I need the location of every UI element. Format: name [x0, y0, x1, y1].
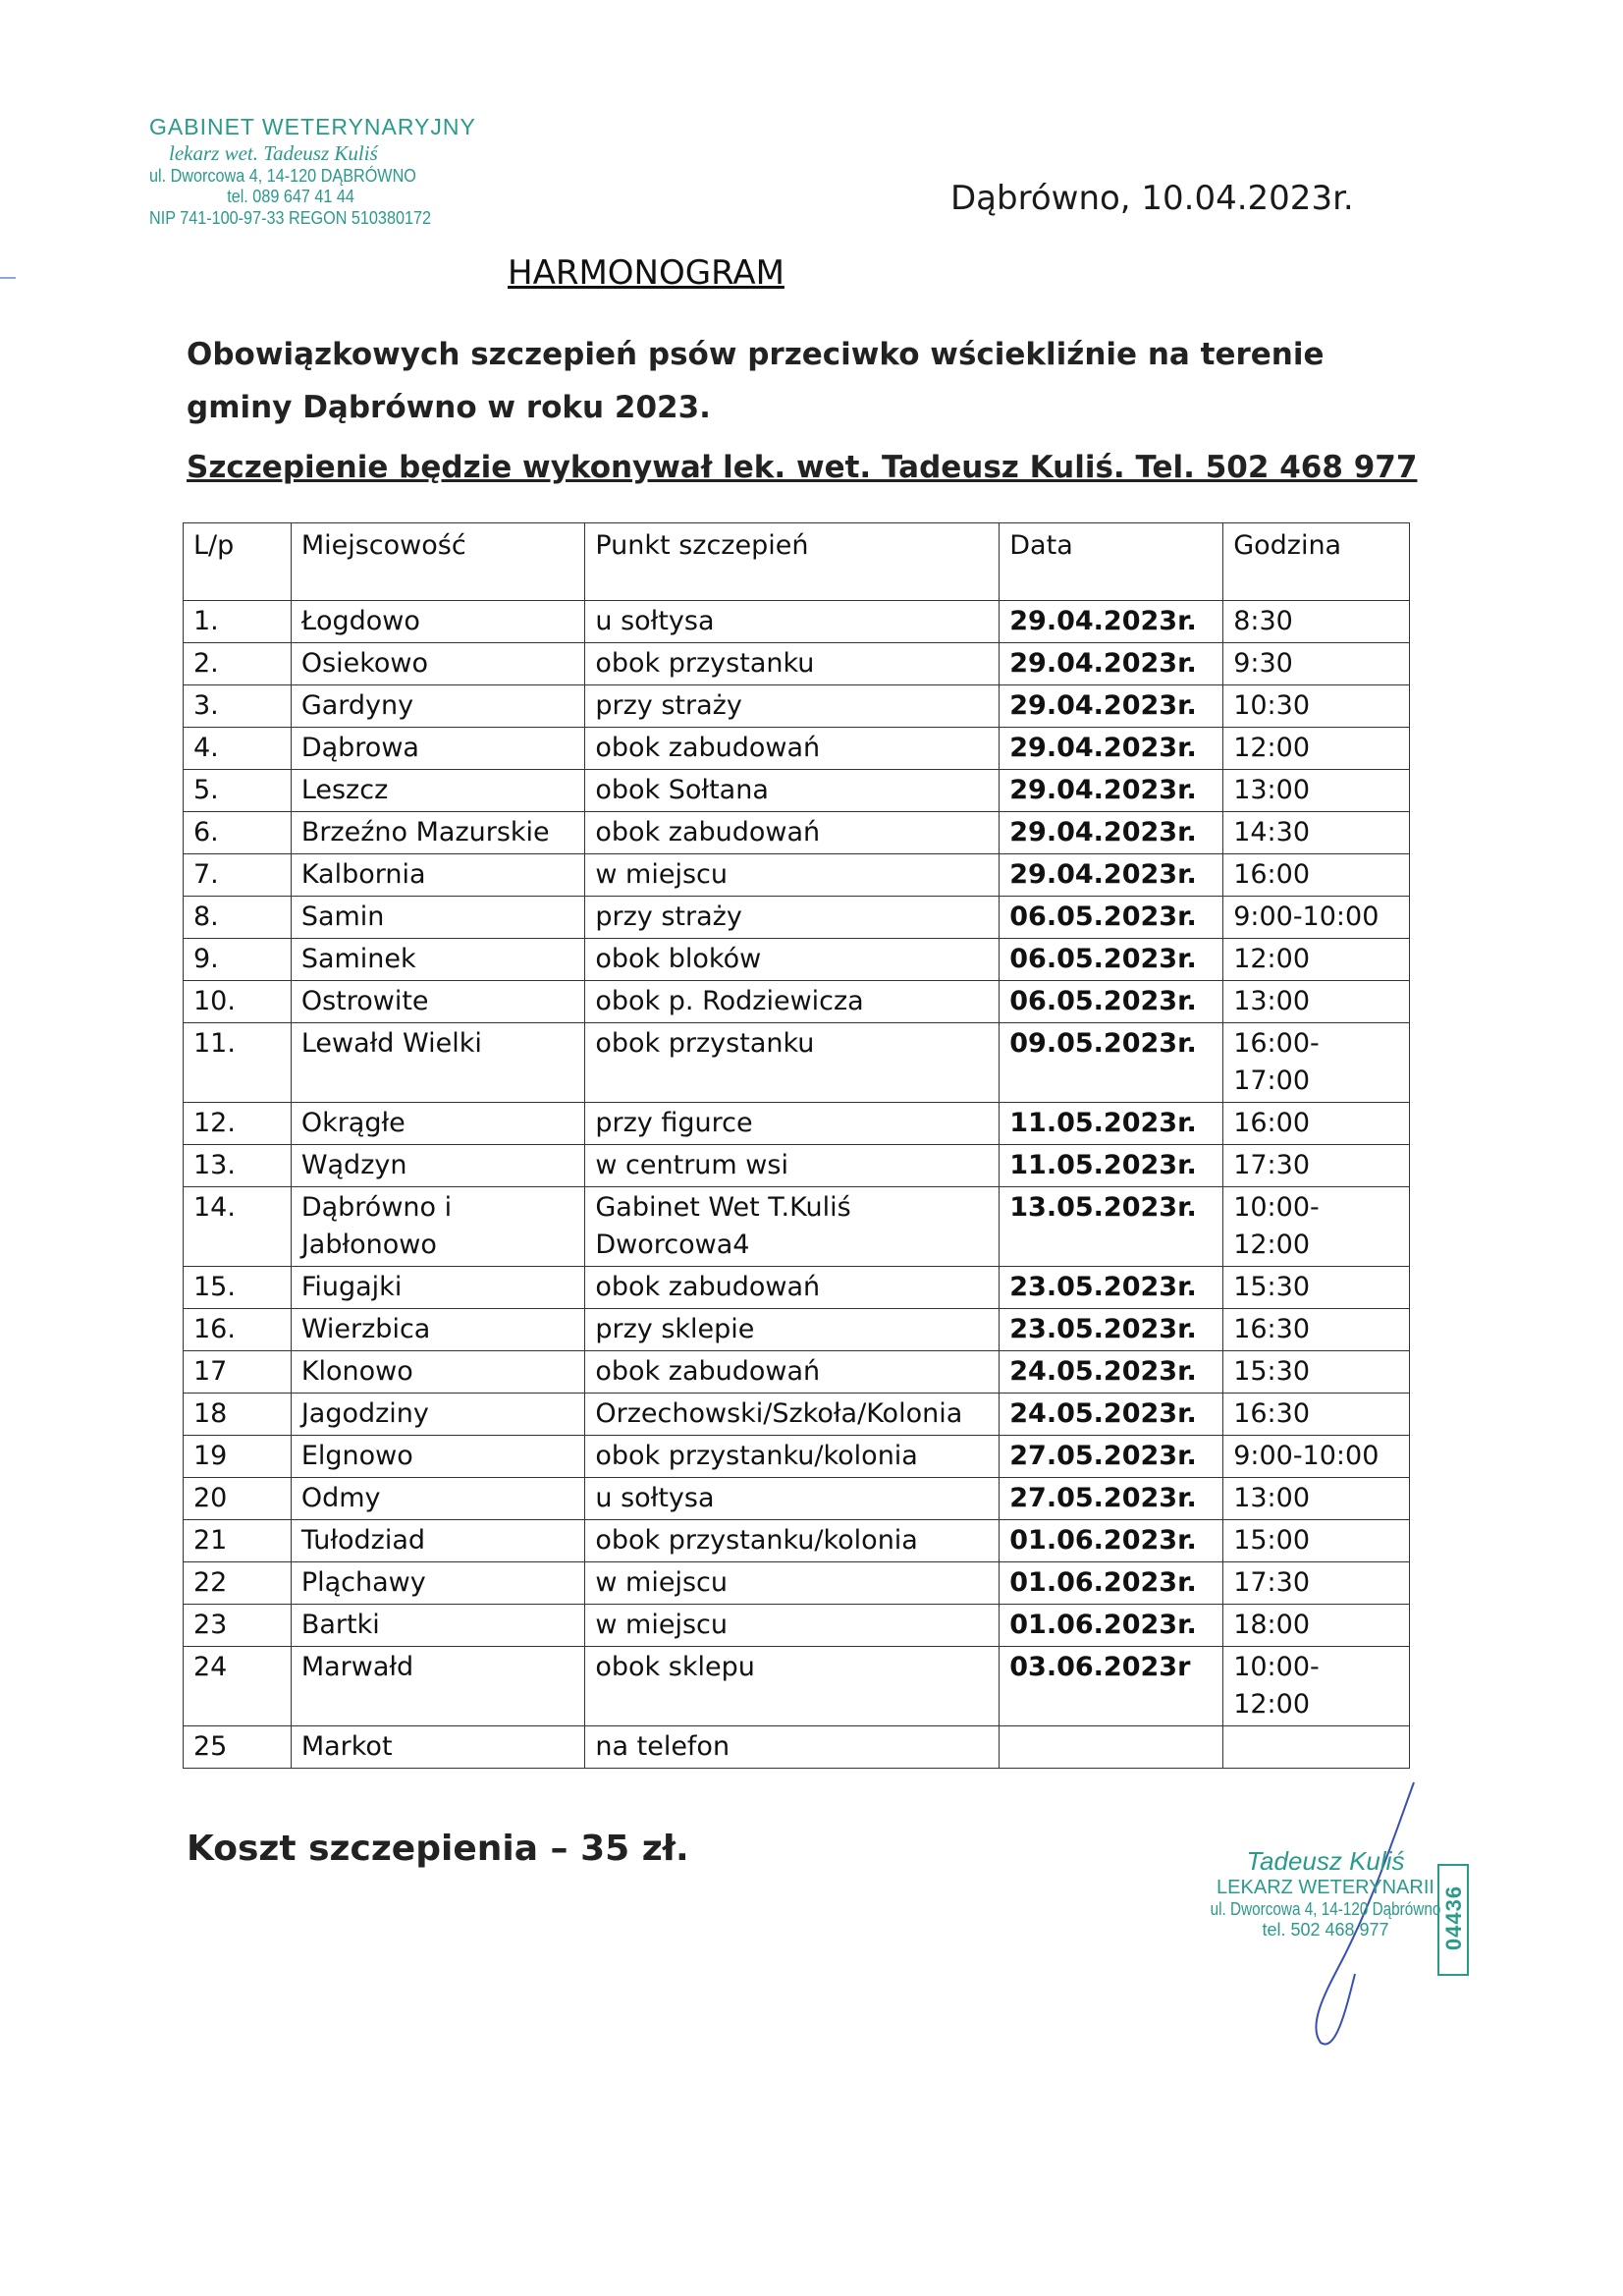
cell-date: 23.05.2023r.	[1000, 1309, 1223, 1351]
cell-point: u sołtysa	[585, 1478, 1000, 1520]
cell-time: 12:00	[1223, 939, 1410, 981]
cell-lp: 1.	[184, 601, 292, 643]
cell-point: obok zabudowań	[585, 1351, 1000, 1394]
cell-point: w miejscu	[585, 854, 1000, 897]
cell-time	[1223, 1726, 1410, 1769]
document-title: HARMONOGRAM	[508, 253, 784, 293]
vaccination-schedule-table	[183, 522, 1410, 1769]
cell-date: 23.05.2023r.	[1000, 1267, 1223, 1309]
cell-point: w miejscu	[585, 1562, 1000, 1605]
cell-date: 06.05.2023r.	[1000, 939, 1223, 981]
cell-time: 17:30	[1223, 1562, 1410, 1605]
cell-time: 9:00-10:00	[1223, 1436, 1410, 1478]
cell-lp: 5.	[184, 770, 292, 812]
cell-lp: 10.	[184, 981, 292, 1023]
cell-locality: Gardyny	[291, 685, 585, 728]
cell-date: 29.04.2023r.	[1000, 728, 1223, 770]
cell-point: Orzechowski/Szkoła/Kolonia	[585, 1394, 1000, 1436]
cell-locality: Leszcz	[291, 770, 585, 812]
cell-date: 01.06.2023r.	[1000, 1562, 1223, 1605]
cell-time: 17:30	[1223, 1145, 1410, 1187]
cell-locality: Jagodziny	[291, 1394, 585, 1436]
cell-date: 29.04.2023r.	[1000, 854, 1223, 897]
cell-point: przy sklepie	[585, 1309, 1000, 1351]
cell-point: obok przystanku	[585, 643, 1000, 685]
cell-lp: 8.	[184, 897, 292, 939]
cell-locality: Osiekowo	[291, 643, 585, 685]
cell-time: 10:00- 12:00	[1223, 1647, 1410, 1726]
cell-lp: 2.	[184, 643, 292, 685]
clinic-header-stamp	[149, 114, 503, 230]
signature-stamp-name: Tadeusz Kuliś	[1246, 1846, 1405, 1876]
cell-point: obok przystanku/kolonia	[585, 1520, 1000, 1562]
cell-locality: Tułodziad	[291, 1520, 585, 1562]
cell-locality: Odmy	[291, 1478, 585, 1520]
cell-locality: Ostrowite	[291, 981, 585, 1023]
signature-stamp	[1178, 1846, 1473, 1941]
cell-lp: 24	[184, 1647, 292, 1726]
cell-date: 29.04.2023r.	[1000, 770, 1223, 812]
cell-date: 03.06.2023r	[1000, 1647, 1223, 1726]
table-row	[184, 1562, 1410, 1605]
cell-time: 14:30	[1223, 812, 1410, 854]
license-number: 04436	[1441, 1885, 1466, 1951]
cell-time: 16:00- 17:00	[1223, 1023, 1410, 1103]
cell-locality: Pląchawy	[291, 1562, 585, 1605]
cell-locality: Samin	[291, 897, 585, 939]
header-point: Punkt szczepień	[585, 523, 1000, 601]
stamp-phone: tel. 089 647 41 44	[227, 187, 354, 207]
cell-point: obok Sołtana	[585, 770, 1000, 812]
signature-stamp-phone: tel. 502 468 977	[1262, 1920, 1389, 1940]
stamp-clinic-name: GABINET WETERYNARYJNY	[149, 114, 476, 139]
cell-lp: 22	[184, 1562, 292, 1605]
cell-lp: 19	[184, 1436, 292, 1478]
cell-lp: 25	[184, 1726, 292, 1769]
cell-time: 9:00-10:00	[1223, 897, 1410, 939]
cell-point: obok przystanku	[585, 1023, 1000, 1103]
cell-date: 01.06.2023r.	[1000, 1520, 1223, 1562]
scan-edge-mark	[0, 277, 16, 279]
cell-point: przy straży	[585, 897, 1000, 939]
performer-line: Szczepienie będzie wykonywał lek. wet. Tadeusz Kuliś. Tel. 502 468 977	[187, 450, 1418, 485]
cell-locality: Klonowo	[291, 1351, 585, 1394]
table-row	[184, 1351, 1410, 1394]
cell-locality: Bartki	[291, 1605, 585, 1647]
cell-locality: Okrągłe	[291, 1103, 585, 1145]
cell-lp: 18	[184, 1394, 292, 1436]
table-row	[184, 1436, 1410, 1478]
table-row	[184, 897, 1410, 939]
cell-locality: Kalbornia	[291, 854, 585, 897]
cell-time: 15:00	[1223, 1520, 1410, 1562]
cell-lp: 4.	[184, 728, 292, 770]
cell-point: przy figurce	[585, 1103, 1000, 1145]
cell-time: 16:30	[1223, 1309, 1410, 1351]
table-row	[184, 1605, 1410, 1647]
cell-time: 16:00	[1223, 1103, 1410, 1145]
cell-date: 29.04.2023r.	[1000, 643, 1223, 685]
signature-stamp-title: LEKARZ WETERYNARII	[1217, 1877, 1434, 1898]
cell-date: 29.04.2023r.	[1000, 601, 1223, 643]
cell-lp: 12.	[184, 1103, 292, 1145]
cell-date: 29.04.2023r.	[1000, 685, 1223, 728]
table-row	[184, 1023, 1410, 1103]
cell-time: 10:00- 12:00	[1223, 1187, 1410, 1267]
signature-stamp-address: ul. Dworcowa 4, 14-120 Dąbrówno	[1210, 1899, 1441, 1919]
cell-lp: 13.	[184, 1145, 292, 1187]
table-row	[184, 1478, 1410, 1520]
table-row	[184, 643, 1410, 685]
cell-lp: 15.	[184, 1267, 292, 1309]
cell-lp: 20	[184, 1478, 292, 1520]
cell-point: w centrum wsi	[585, 1145, 1000, 1187]
cell-time: 18:00	[1223, 1605, 1410, 1647]
cell-point: obok bloków	[585, 939, 1000, 981]
table-row	[184, 1145, 1410, 1187]
cell-locality: Markot	[291, 1726, 585, 1769]
cell-point: obok zabudowań	[585, 1267, 1000, 1309]
table-body	[184, 601, 1410, 1769]
table-row	[184, 770, 1410, 812]
table-row	[184, 1187, 1410, 1267]
cell-time: 16:30	[1223, 1394, 1410, 1436]
cell-date	[1000, 1726, 1223, 1769]
table-row	[184, 1647, 1410, 1726]
cell-lp: 3.	[184, 685, 292, 728]
table-row	[184, 1520, 1410, 1562]
cell-time: 15:30	[1223, 1351, 1410, 1394]
stamp-address: ul. Dworcowa 4, 14-120 DĄBRÓWNO	[149, 165, 416, 186]
cell-time: 13:00	[1223, 981, 1410, 1023]
cell-point: obok zabudowań	[585, 728, 1000, 770]
cell-date: 24.05.2023r.	[1000, 1394, 1223, 1436]
cell-time: 13:00	[1223, 1478, 1410, 1520]
cell-lp: 16.	[184, 1309, 292, 1351]
cell-lp: 23	[184, 1605, 292, 1647]
cell-point: na telefon	[585, 1726, 1000, 1769]
cell-locality: Fiugajki	[291, 1267, 585, 1309]
vaccination-cost: Koszt szczepienia – 35 zł.	[187, 1829, 689, 1869]
table-row	[184, 601, 1410, 643]
table-row	[184, 812, 1410, 854]
cell-time: 10:30	[1223, 685, 1410, 728]
cell-point: obok sklepu	[585, 1647, 1000, 1726]
cell-lp: 7.	[184, 854, 292, 897]
cell-date: 06.05.2023r.	[1000, 981, 1223, 1023]
table-row	[184, 1726, 1410, 1769]
header-date: Data	[1000, 523, 1223, 601]
cell-time: 8:30	[1223, 601, 1410, 643]
cell-lp: 17	[184, 1351, 292, 1394]
place-and-date: Dąbrówno, 10.04.2023r.	[950, 179, 1354, 218]
cell-lp: 6.	[184, 812, 292, 854]
intro-paragraph: Obowiązkowych szczepień psów przeciwko wściekliźnie na terenie gminy Dąbrówno w roku 2023.	[187, 337, 1325, 425]
cell-point: obok p. Rodziewicza	[585, 981, 1000, 1023]
cell-date: 11.05.2023r.	[1000, 1103, 1223, 1145]
cell-point: obok przystanku/kolonia	[585, 1436, 1000, 1478]
cell-locality: Marwałd	[291, 1647, 585, 1726]
cell-time: 16:00	[1223, 854, 1410, 897]
license-number-box	[1437, 1864, 1469, 1976]
table-row	[184, 1309, 1410, 1351]
table-row	[184, 1103, 1410, 1145]
cell-time: 9:30	[1223, 643, 1410, 685]
cell-point: obok zabudowań	[585, 812, 1000, 854]
cell-time: 13:00	[1223, 770, 1410, 812]
table-row	[184, 685, 1410, 728]
cell-point: u sołtysa	[585, 601, 1000, 643]
cell-time: 12:00	[1223, 728, 1410, 770]
cell-locality: Dąbrówno i Jabłonowo	[291, 1187, 585, 1267]
table-row	[184, 1394, 1410, 1436]
cell-point: Gabinet Wet T.Kuliś Dworcowa4	[585, 1187, 1000, 1267]
cell-date: 13.05.2023r.	[1000, 1187, 1223, 1267]
cell-date: 01.06.2023r.	[1000, 1605, 1223, 1647]
cell-date: 09.05.2023r.	[1000, 1023, 1223, 1103]
cell-locality: Lewałd Wielki	[291, 1023, 585, 1103]
header-time: Godzina	[1223, 523, 1410, 601]
stamp-tax-ids: NIP 741-100-97-33 REGON 510380172	[149, 207, 432, 228]
cell-locality: Elgnowo	[291, 1436, 585, 1478]
cell-date: 29.04.2023r.	[1000, 812, 1223, 854]
cell-lp: 21	[184, 1520, 292, 1562]
header-locality: Miejscowość	[291, 523, 585, 601]
cell-locality: Brzeźno Mazurskie	[291, 812, 585, 854]
cell-date: 11.05.2023r.	[1000, 1145, 1223, 1187]
cell-point: przy straży	[585, 685, 1000, 728]
cell-date: 24.05.2023r.	[1000, 1351, 1223, 1394]
cell-locality: Wądzyn	[291, 1145, 585, 1187]
table-row	[184, 728, 1410, 770]
cell-lp: 11.	[184, 1023, 292, 1103]
table-row	[184, 981, 1410, 1023]
table-row	[184, 1267, 1410, 1309]
cell-locality: Saminek	[291, 939, 585, 981]
cell-point: w miejscu	[585, 1605, 1000, 1647]
header-lp: L/p	[184, 523, 292, 601]
table-row	[184, 939, 1410, 981]
cell-date: 06.05.2023r.	[1000, 897, 1223, 939]
cell-locality: Łogdowo	[291, 601, 585, 643]
cell-lp: 9.	[184, 939, 292, 981]
cell-locality: Dąbrowa	[291, 728, 585, 770]
cell-date: 27.05.2023r.	[1000, 1478, 1223, 1520]
cell-locality: Wierzbica	[291, 1309, 585, 1351]
table-header-row	[184, 523, 1410, 601]
cell-lp: 14.	[184, 1187, 292, 1267]
stamp-doctor-name: lekarz wet. Tadeusz Kuliś	[169, 140, 378, 165]
cell-time: 15:30	[1223, 1267, 1410, 1309]
table-row	[184, 854, 1410, 897]
cell-date: 27.05.2023r.	[1000, 1436, 1223, 1478]
